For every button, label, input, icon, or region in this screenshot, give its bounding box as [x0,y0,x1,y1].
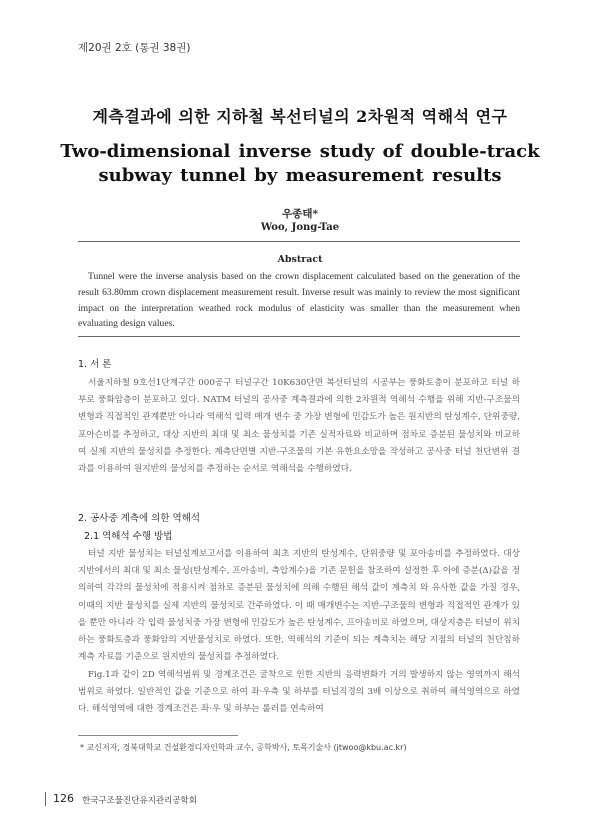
footer-divider [45,792,46,806]
page-number: 126 [53,792,74,805]
issue-header: 제20권 2호 (통권 38권) [78,42,191,54]
title-english: Two-dimensional inverse study of double-track subway tunnel by measurement results [60,141,540,186]
section-1-text: 서울지하철 9호선1단계구간 000공구 터널구간 10K630단면 복선터널의 시공부는 풍화토층이 분포하고 터널 하부로 풍화암층이 분포하고 있다. NATM 터널의 공사중 계측결과에 의한 2차원적 역해석 수행을 위해 지반-구조물의 변형과 직접적인 관계뿐만 아니라 역해석 입력 매개 변수 중 가장 변형에 민감도가 높은 원지반의 탄성계수, 단위중량, 포아슨비를 추정하고, 대상 지반의 최대 및 최소 물성치를 기존 실적자료와 비교하며 점차로 증분된 물성치와 비교하여 실제 지반의 물성치를 추정한다. 계측단면별 지반-구조물의 기본 유한요소망을 작성하고 공사중 터널 천단변위 결과를 이용하여 원지반의 물성치를 추정하는 순서로 역해석을 수행하였다. [78,378,520,475]
journal-name: 한국구조물진단유지관리공학회 [82,796,197,806]
section-2-1-text: 터널 지반 물성치는 터널설계보고서를 이용하여 최초 지반의 탄성계수, 단위중량 및 포아송비를 추정하였다. 대상지반에서의 최대 및 최소 물성(탄성계수, 프아송비, 측압계수)을 기존 문헌을 참조하여 설정한 후 이에 증분(Δ)값을 정의하여 각각의 물성치에 적용시켜 점차로 증분된 물성치에 의해 수행된 해석 값이 계측치 와 유사한 값을 가질 경우, 이때의 지반 물성치를 실제 지반의 물성치로 간주하였다. 이 때 매개변수는 지반-구조물의 변형과 직접적인 관계가 있을 뿐만 아니라 각 입력 물성치중 가장 변형에 민감도가 높은 탄성계수, 프아송비로 하였으며, 대상지층은 터널이 위치하는 풍화토층과 풍화암의 지반물성치로 하였다. 또한, 역해석의 기준이 되는 계측치는 해당 지점의 터널의 천단침하 계측 자료를 기준으로 원지반의 물성치를 추정하였다. [78,549,520,663]
section-2-heading: 2. 공사중 계측에 의한 역해석 [78,513,201,524]
section-1-heading: 1. 서 론 [78,359,112,370]
abstract-top-rule [78,241,520,242]
author-english: Woo, Jong-Tae [260,222,340,233]
footnote: * 교신저자, 경북대학교 건설환경디자인학과 교수, 공학박사, 토목기술사 (jtwoo@kbu.ac.kr) [80,743,407,752]
section-2-1-text-2: Fig.1과 같이 2D 역해석범위 및 경계조건은 굴착으로 인한 지반의 응력변화가 거의 발생하지 않는 영역까지 해석범위로 하였다. 일반적인 값을 기준으로 하여 좌·우측 및 하부를 터널직경의 3배 이상으로 취하여 해석영역으로 하였다. 해석영역에 대한 경계조건은 좌·우 및 하부는 롤러를 연속하여 [78,670,520,715]
section-2-1-heading: 2.1 역해석 수행 방법 [84,531,173,542]
title-korean: 계측결과에 의한 지하철 복선터널의 2차원적 역해석 연구 [92,107,508,126]
footnote-rule [78,735,238,736]
author-korean: 우종태* [282,208,318,220]
abstract-heading: Abstract [277,254,323,265]
abstract-bottom-rule [78,336,520,337]
abstract-text: Tunnel were the inverse analysis based on the crown displacement calculated based on the generation of the result 63.80mm crown displacement measurement result. Inverse result was mainly to review the most significant impact on the interpretation weathed rock modulus of elasticity was smaller than the measurement when evaluating design values. [78,271,520,330]
